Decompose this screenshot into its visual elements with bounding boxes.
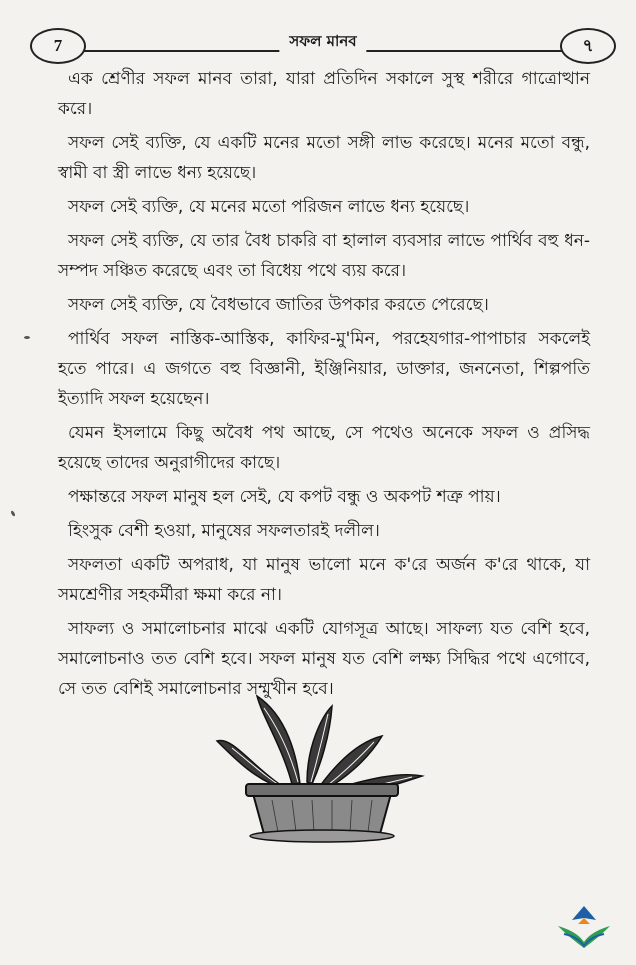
paragraph: সফল সেই ব্যক্তি, যে মনের মতো পরিজন লাভে ধন্য হয়েছে। [68,197,470,217]
paragraph: যেমন ইসলামে কিছু অবৈধ পথ আছে, সে পথেও অনেকে সফল ও প্রসিদ্ধ হয়েছে তাদের অনুরাগীদের কাছে। [58,423,590,473]
potted-plant-illustration [212,686,432,846]
paragraph: সফল সেই ব্যক্তি, যে বৈধভাবে জাতির উপকার করতে পেরেছে। [68,295,489,315]
body-text [58,64,590,708]
publisher-logo-icon [554,902,614,950]
ink-speck [10,510,16,517]
paragraph: সফল সেই ব্যক্তি, যে একটি মনের মতো সঙ্গী লাভ করেছে। মনের মতো বন্ধু, স্বামী বা স্ত্রী লাভে ধন্য হয়েছে। [58,133,590,183]
paragraph: সফল সেই ব্যক্তি, যে তার বৈধ চাকরি বা হালাল ব্যবসার লাভে পার্থিব বহু ধন-সম্পদ সঞ্চিত করেছে এবং তা বিধেয় পথে ব্যয় করে। [58,231,590,281]
paragraph: পক্ষান্তরে সফল মানুষ হল সেই, যে কপট বন্ধু ও অকপট শত্রু পায়। [68,487,501,507]
paragraph: এক শ্রেণীর সফল মানব তারা, যারা প্রতিদিন সকালে সুস্থ শরীরে গাত্রোত্থান করে। [58,69,590,119]
paragraph: সাফল্য ও সমালোচনার মাঝে একটি যোগসূত্র আছে। সাফল্য যত বেশি হবে, সমালোচনাও তত বেশি হবে। সফল মানুষ যত বেশি লক্ষ্য সিদ্ধির পথে এগোবে, সে তত বেশিই সমালোচনার সম্মুখীন হবে। [58,619,590,699]
ink-speck [24,336,30,339]
page-header [30,28,616,64]
page-number-left: 7 [30,28,86,64]
running-title: সফল মানব [279,30,366,55]
paragraph: হিংসুক বেশী হওয়া, মানুষের সফলতারই দলীল। [68,521,380,541]
paragraph: সফলতা একটি অপরাধ, যা মানুষ ভালো মনে ক'রে অর্জন ক'রে থাকে, যা সমশ্রেণীর সহকর্মীরা ক্ষমা করে না। [58,555,590,605]
page-number-right: ৭ [560,28,616,64]
paragraph: পার্থিব সফল নাস্তিক-আস্তিক, কাফির-মু'মিন, পরহেযগার-পাপাচার সকলেই হতে পারে। এ জগতে বহু বিজ্ঞানী, ইঞ্জিনিয়ার, ডাক্তার, জননেতা, শিল্পপতি ইত্যাদি সফল হয়েছেন। [58,329,590,409]
